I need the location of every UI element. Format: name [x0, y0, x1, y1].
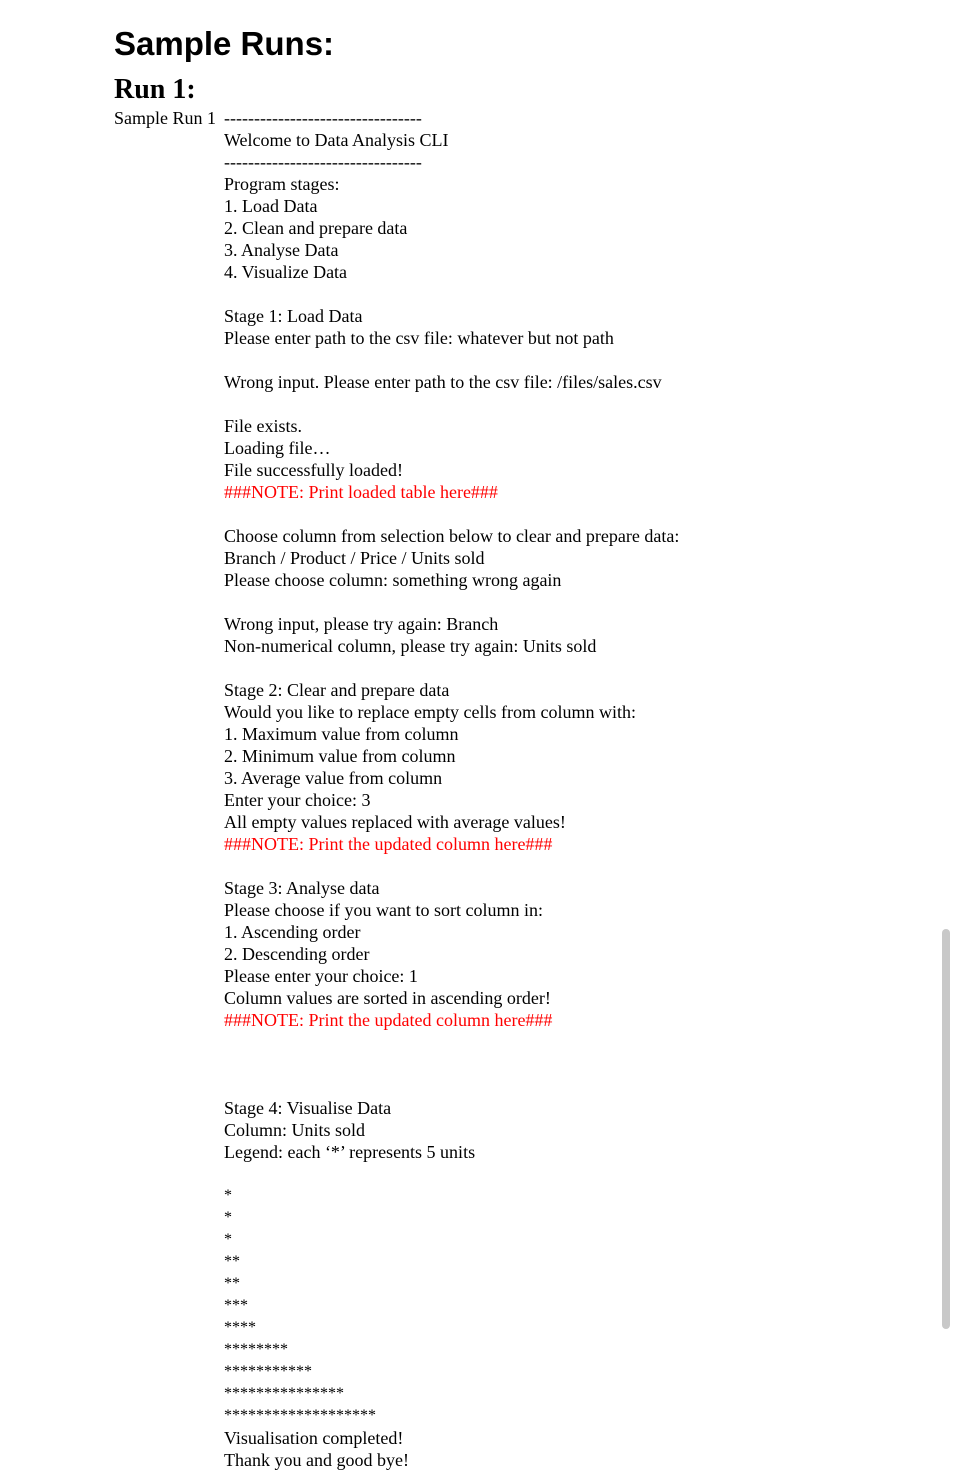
- output-line: [224, 393, 924, 415]
- output-line: [224, 1053, 924, 1075]
- output-line: 2. Clean and prepare data: [224, 218, 408, 238]
- output-line: ---------------------------------: [224, 152, 422, 172]
- output-line: [224, 1163, 924, 1185]
- scrollbar[interactable]: [942, 929, 950, 1329]
- output-line: [224, 283, 924, 305]
- output-line: Thank you and good bye!: [224, 1450, 409, 1470]
- output-line: Program stages:: [224, 174, 340, 194]
- output-line: 3. Average value from column: [224, 768, 443, 788]
- output-line: Visualisation completed!: [224, 1428, 404, 1448]
- output-line: Wrong input. Please enter path to the csv file: /files/sales.csv: [224, 372, 662, 392]
- output-line: 4. Visualize Data: [224, 262, 348, 282]
- histogram-bar: ***********: [224, 1363, 312, 1380]
- output-line: [224, 1031, 924, 1053]
- output-line: 1. Load Data: [224, 196, 318, 216]
- output-line: Stage 3: Analyse data: [224, 878, 380, 898]
- histogram-bar: *******************: [224, 1407, 376, 1424]
- note-line: ###NOTE: Print loaded table here###: [224, 482, 498, 502]
- output-line: All empty values replaced with average values!: [224, 812, 566, 832]
- run-heading: Run 1:: [114, 74, 196, 105]
- histogram-bar: ***: [224, 1297, 248, 1314]
- run-label: Sample Run 1: [114, 108, 216, 128]
- output-line: 1. Ascending order: [224, 922, 361, 942]
- output-line: [224, 591, 924, 613]
- note-line: ###NOTE: Print the updated column here###: [224, 1010, 553, 1030]
- output-line: Column values are sorted in ascending order!: [224, 988, 551, 1008]
- output-line: Please choose if you want to sort column in:: [224, 900, 543, 920]
- histogram-bar: *: [224, 1209, 232, 1226]
- output-line: Please enter your choice: 1: [224, 966, 418, 986]
- histogram-bar: **: [224, 1253, 240, 1270]
- output-line: 1. Maximum value from column: [224, 724, 459, 744]
- output-line: Legend: each ‘*’ represents 5 units: [224, 1142, 476, 1162]
- output-line: [224, 503, 924, 525]
- output-line: ---------------------------------: [224, 108, 422, 128]
- output-line: Choose column from selection below to clear and prepare data:: [224, 526, 680, 546]
- output-line: [224, 855, 924, 877]
- histogram-bar: *: [224, 1187, 232, 1204]
- histogram-bar: ********: [224, 1341, 288, 1358]
- output-line: File successfully loaded!: [224, 460, 403, 480]
- output-line: Would you like to replace empty cells from column with:: [224, 702, 636, 722]
- output-line: Welcome to Data Analysis CLI: [224, 130, 449, 150]
- console-output: [224, 107, 924, 1471]
- output-line: [224, 657, 924, 679]
- output-line: Please enter path to the csv file: whatever but not path: [224, 328, 614, 348]
- histogram-bar: **: [224, 1275, 240, 1292]
- output-line: Branch / Product / Price / Units sold: [224, 548, 485, 568]
- output-line: [224, 1075, 924, 1097]
- output-line: [224, 349, 924, 371]
- histogram-bar: ***************: [224, 1385, 344, 1402]
- note-line: ###NOTE: Print the updated column here###: [224, 834, 553, 854]
- output-line: Non-numerical column, please try again: Units sold: [224, 636, 597, 656]
- output-line: 3. Analyse Data: [224, 240, 339, 260]
- output-line: Stage 1: Load Data: [224, 306, 363, 326]
- output-line: Wrong input, please try again: Branch: [224, 614, 499, 634]
- output-line: File exists.: [224, 416, 303, 436]
- output-line: 2. Descending order: [224, 944, 370, 964]
- output-line: Loading file…: [224, 438, 331, 458]
- output-line: 2. Minimum value from column: [224, 746, 456, 766]
- histogram-bar: *: [224, 1231, 232, 1248]
- output-line: Stage 2: Clear and prepare data: [224, 680, 450, 700]
- histogram-bar: ****: [224, 1319, 256, 1336]
- output-line: Column: Units sold: [224, 1120, 366, 1140]
- output-line: Please choose column: something wrong again: [224, 570, 562, 590]
- output-line: Stage 4: Visualise Data: [224, 1098, 392, 1118]
- output-line: Enter your choice: 3: [224, 790, 371, 810]
- page-title: Sample Runs:: [114, 25, 335, 62]
